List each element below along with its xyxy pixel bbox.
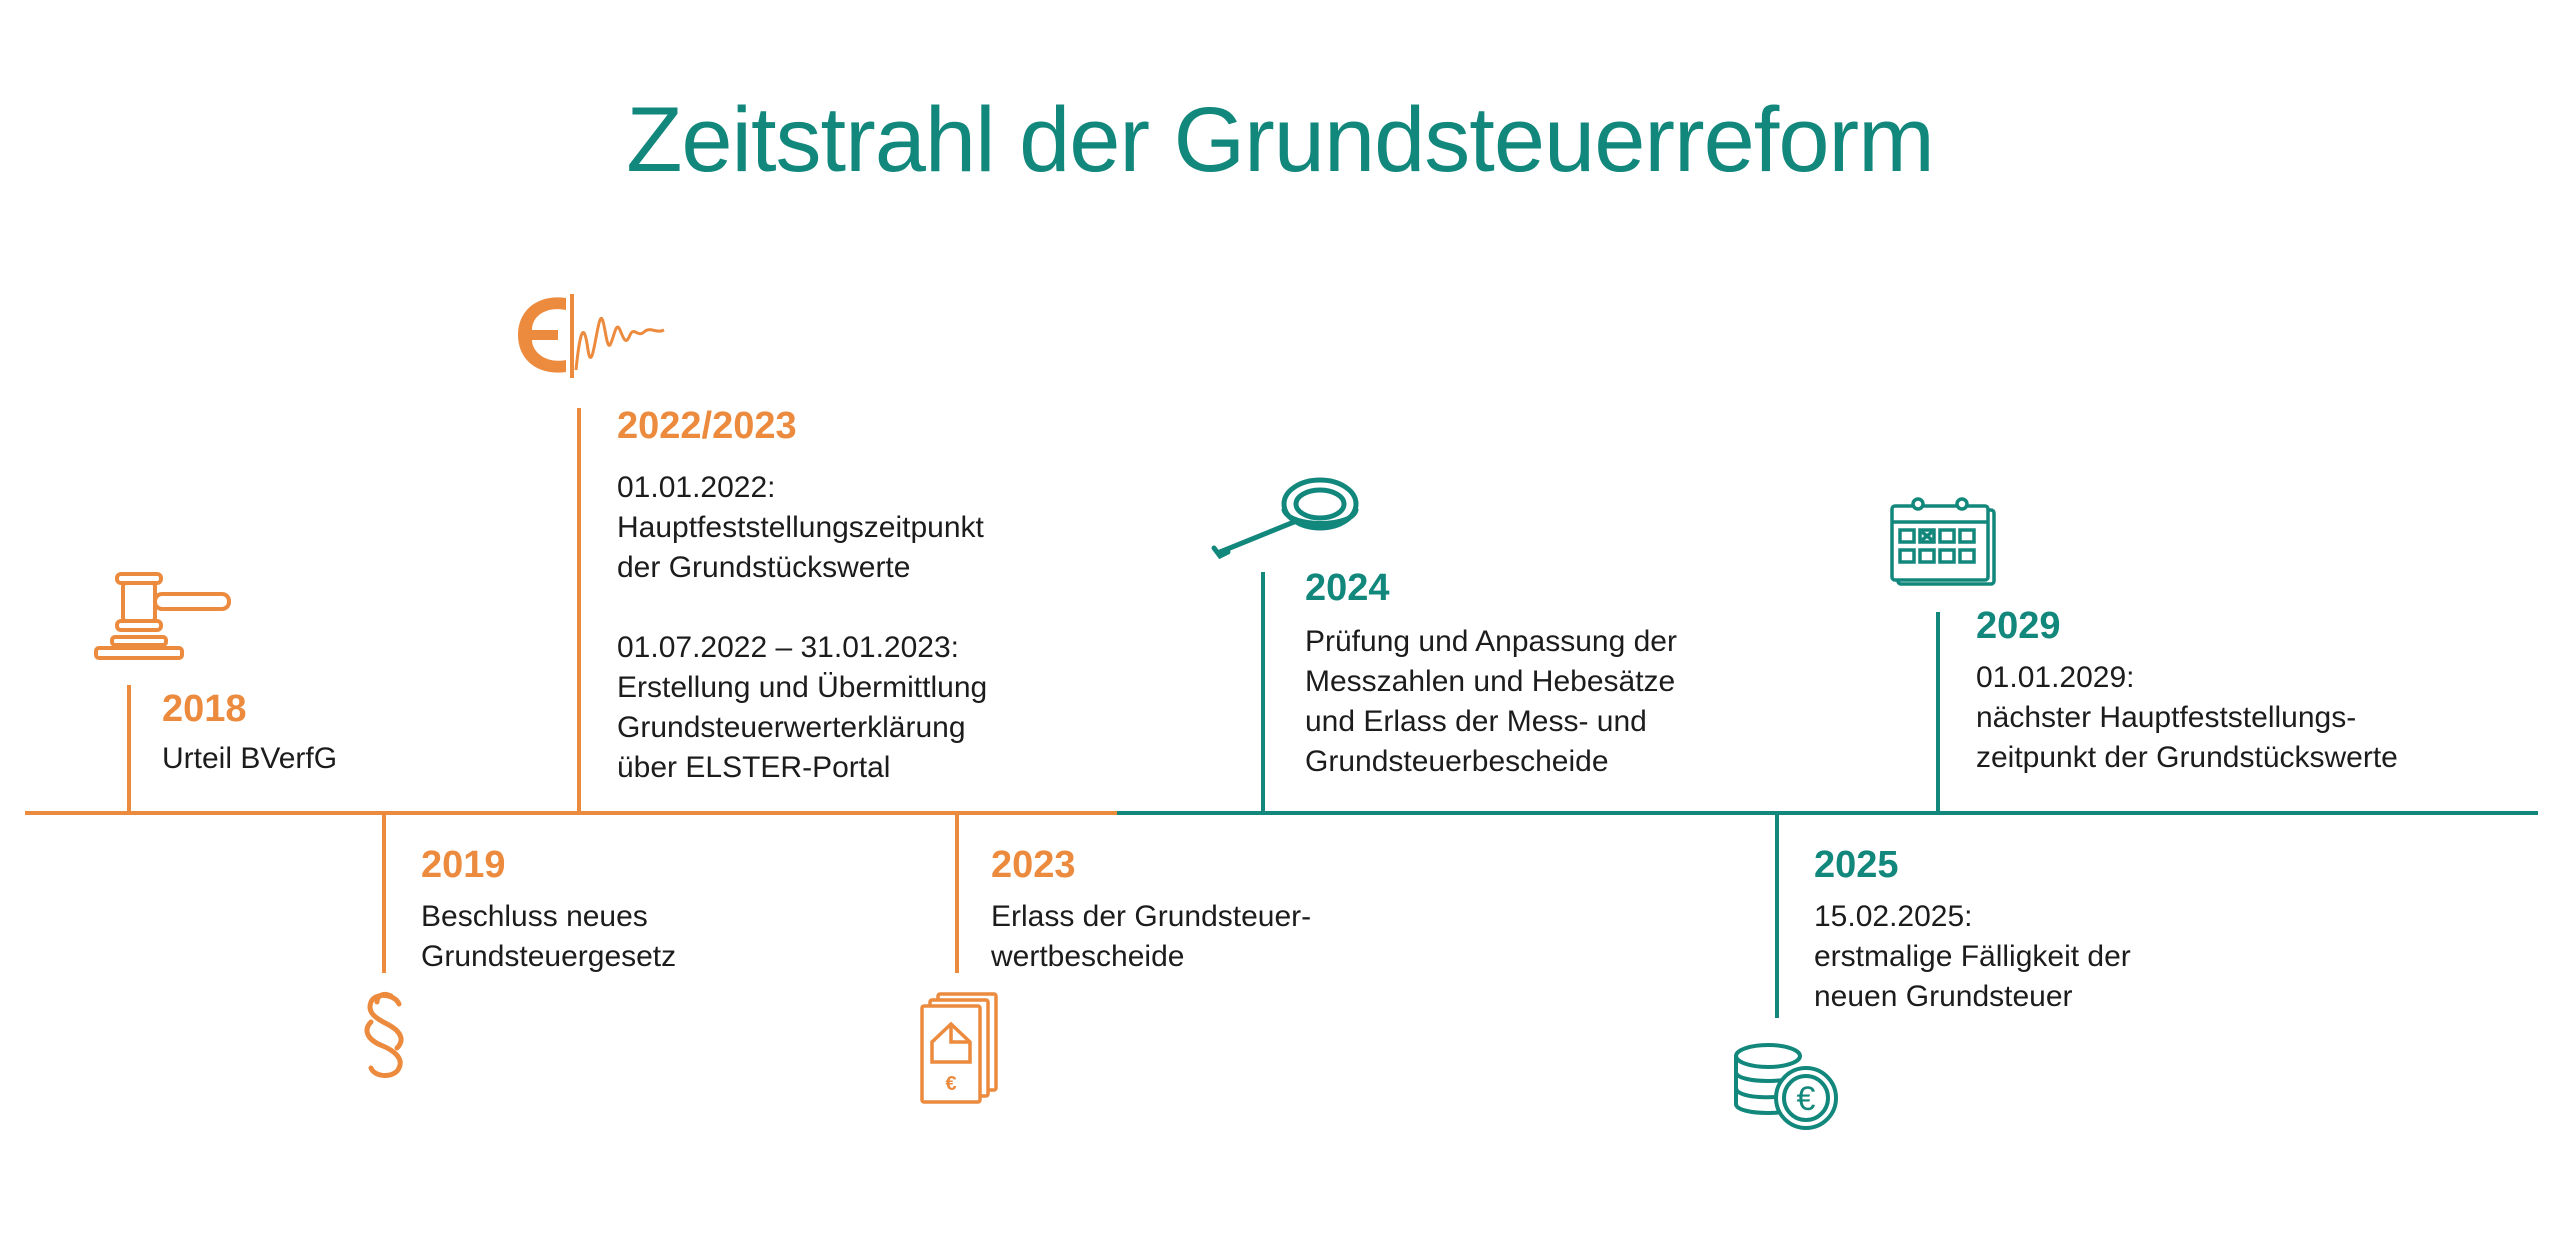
connector-2024 bbox=[1261, 572, 1265, 813]
event-line: nächster Hauptfeststellungs- bbox=[1976, 701, 2357, 734]
event-text bbox=[1976, 658, 2398, 778]
event-line: neuen Grundsteuer bbox=[1814, 980, 2073, 1013]
house-document-icon bbox=[918, 990, 1000, 1108]
event-year: 2029 bbox=[1976, 605, 2061, 647]
event-line: Grundsteuerbescheide bbox=[1305, 745, 1609, 778]
event-line: wertbescheide bbox=[991, 940, 1185, 973]
connector-2029 bbox=[1936, 612, 1940, 813]
event-line: 01.01.2029: bbox=[1976, 661, 2135, 694]
calendar-icon bbox=[1888, 496, 1998, 588]
connector-2023 bbox=[955, 813, 959, 973]
svg-text:€: € bbox=[1796, 1080, 1816, 1118]
event-line: der Grundstückswerte bbox=[617, 551, 911, 584]
event-line: Hauptfeststellungszeitpunkt bbox=[617, 511, 984, 544]
connector-2025 bbox=[1775, 813, 1779, 1018]
event-year: 2023 bbox=[991, 844, 1076, 886]
event-year: 2025 bbox=[1814, 844, 1899, 886]
event-line: 01.01.2022: bbox=[617, 471, 776, 504]
event-line-spacer bbox=[617, 588, 987, 628]
event-2019 bbox=[421, 843, 676, 977]
event-2018 bbox=[162, 687, 337, 779]
event-2025 bbox=[1814, 843, 2131, 1017]
connector-2019 bbox=[382, 813, 386, 973]
event-text bbox=[421, 897, 676, 977]
event-text bbox=[991, 897, 1311, 977]
event-line: Erstellung und Übermittlung bbox=[617, 671, 988, 704]
event-line: Urteil BVerfG bbox=[162, 742, 338, 775]
event-line: Erlass der Grundsteuer- bbox=[991, 900, 1312, 933]
event-text bbox=[617, 468, 987, 788]
connector-2022-2023 bbox=[577, 408, 581, 813]
event-text bbox=[1305, 622, 1677, 782]
connector-2018 bbox=[127, 685, 131, 813]
euro-coins-icon bbox=[1732, 1040, 1844, 1132]
elster-logo-icon bbox=[510, 290, 670, 380]
event-line: Messzahlen und Hebesätze bbox=[1305, 665, 1676, 698]
page-title: Zeitstrahl der Grundsteuerreform bbox=[626, 89, 1934, 191]
event-year: 2022/2023 bbox=[617, 405, 797, 447]
event-line: 15.02.2025: bbox=[1814, 900, 1973, 933]
timeline-axis-past bbox=[25, 811, 1117, 815]
event-line: Prüfung und Anpassung der bbox=[1305, 625, 1677, 658]
event-year: 2024 bbox=[1305, 567, 1390, 609]
event-line: erstmalige Fälligkeit der bbox=[1814, 940, 2131, 973]
svg-text:€: € bbox=[945, 1073, 957, 1095]
paragraph-icon bbox=[355, 988, 415, 1083]
magnifier-icon bbox=[1208, 470, 1368, 562]
event-2029 bbox=[1976, 604, 2398, 778]
event-line: zeitpunkt der Grundstückswerte bbox=[1976, 741, 2398, 774]
event-2023 bbox=[991, 843, 1311, 977]
event-line: über ELSTER-Portal bbox=[617, 751, 891, 784]
event-text bbox=[162, 739, 337, 779]
event-line: 01.07.2022 – 31.01.2023: bbox=[617, 631, 959, 664]
event-year: 2018 bbox=[162, 688, 247, 730]
event-2024 bbox=[1305, 566, 1677, 782]
event-line: und Erlass der Mess- und bbox=[1305, 705, 1647, 738]
gavel-icon bbox=[90, 568, 235, 668]
event-line: Beschluss neues bbox=[421, 900, 648, 933]
event-2022-2023 bbox=[617, 404, 987, 788]
event-line: Grundsteuergesetz bbox=[421, 940, 677, 973]
event-year: 2019 bbox=[421, 844, 506, 886]
event-line: Grundsteuerwerterklärung bbox=[617, 711, 966, 744]
event-text bbox=[1814, 897, 2131, 1017]
timeline-axis-future bbox=[1117, 811, 2538, 815]
